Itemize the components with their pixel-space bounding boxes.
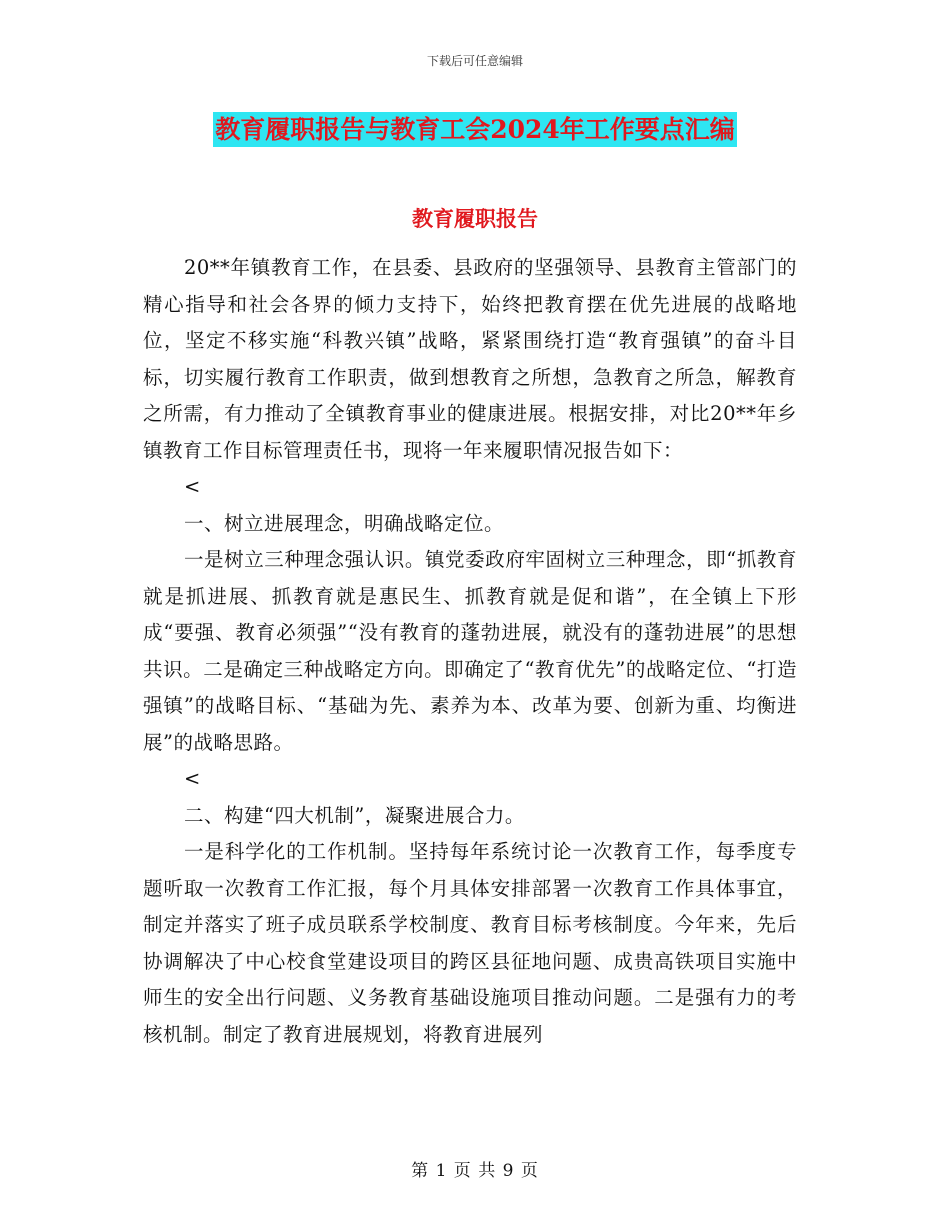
document-title: 教育履职报告与教育工会2024年工作要点汇编 <box>213 112 737 147</box>
header-note: 下载后可任意编辑 <box>426 54 523 68</box>
paragraph-heading-1: 一、树立进展理念，明确战略定位。 <box>183 511 504 535</box>
paragraph-concepts: 一是树立三种理念强认识。镇党委政府牢固树立三种理念，即“抓教育就是抓进展、抓教育就是惠民生、抓教育就是促和谐”，在全镇上下形成“要强、教育必须强”“没有教育的蓬勃进展，就没有的蓬勃进展”的思想共识。二是确定三种战略定方向。即确定了“教育优先”的战略定位、“打造强镇”的战略目标、“基础为先、素养为本、改革为要、创新为重、均衡进展”的战略思路。 <box>143 548 797 754</box>
paragraph-intro: 20**年镇教育工作，在县委、县政府的坚强领导、县教育主管部门的精心指导和社会各界的倾力支持下，始终把教育摆在优先进展的战略地位，坚定不移实施“科教兴镇”战略，紧紧围绕打造“教育强镇”的奋斗目标，切实履行教育工作职责，做到想教育之所想，急教育之所急，解教育之所需，有力推动了全镇教育事业的健康进展。根据安排，对比20**年乡镇教育工作目标管理责任书，现将一年来履职情况报告如下： <box>143 256 797 462</box>
paragraph-marker: < <box>183 475 201 498</box>
section-title: 教育履职报告 <box>412 206 538 231</box>
document-body <box>143 250 797 1053</box>
paragraph-mechanisms: 一是科学化的工作机制。坚持每年系统讨论一次教育工作，每季度专题听取一次教育工作汇报，每个月具体安排部署一次教育工作具体事宜，制定并落实了班子成员联系学校制度、教育目标考核制度。今年来，先后协调解决了中心校食堂建设项目的跨区县征地问题、成贵高铁项目实施中师生的安全出行问题、义务教育基础设施项目推动问题。二是强有力的考核机制。制定了教育进展规划，将教育进展列 <box>143 840 797 1046</box>
document-title-container <box>0 110 950 146</box>
paragraph-marker: < <box>183 767 201 790</box>
page-number: 第 1 页 共 9 页 <box>411 1161 539 1181</box>
paragraph-heading-2: 二、构建“四大机制”，凝聚进展合力。 <box>183 803 525 827</box>
